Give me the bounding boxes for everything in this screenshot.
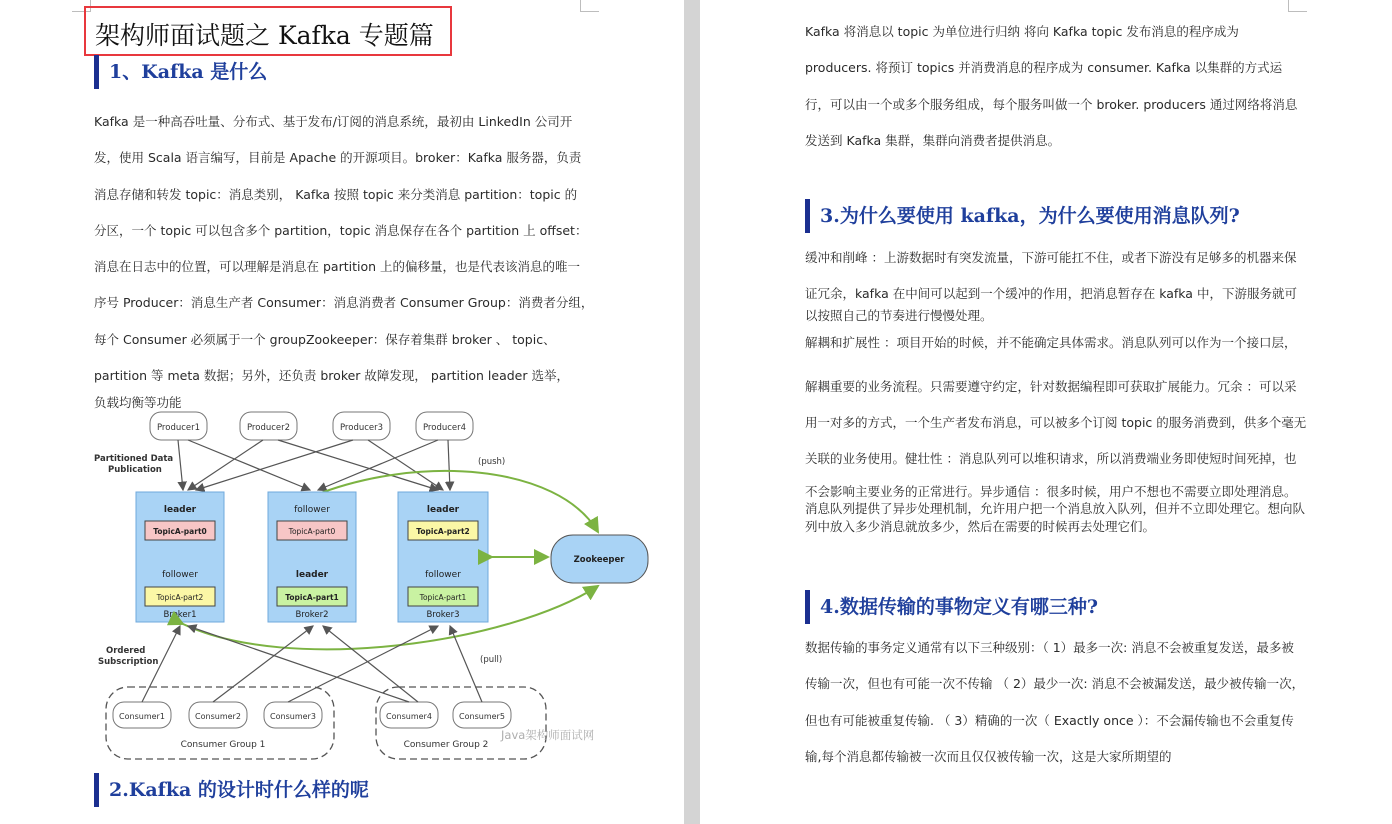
text-line: 列中放入多少消息就放多少，然后在需要的时候再去处理它们。	[805, 519, 1156, 534]
producer-3	[333, 412, 390, 440]
svg-text:follower: follower	[425, 570, 461, 580]
svg-text:Producer4: Producer4	[422, 423, 467, 433]
text-line: 用一对多的方式，一个生产者发布消息，可以被多个订阅 topic 的服务消费到，供多个毫无	[805, 415, 1307, 430]
broker-1	[136, 492, 224, 622]
consumer-5	[453, 702, 511, 728]
broker-2	[268, 492, 356, 622]
svg-text:Broker3: Broker3	[426, 610, 460, 620]
section-heading-4[interactable]: 4.数据传输的事物定义有哪三种?	[805, 590, 1098, 624]
text-line: 输,每个消息都传输被一次而且仅仅被传输一次，这是大家所期望的	[805, 748, 1172, 764]
svg-text:TopicA-part2: TopicA-part2	[416, 527, 470, 536]
svg-text:Consumer2: Consumer2	[195, 712, 241, 721]
svg-text:Producer2: Producer2	[246, 423, 291, 433]
consumer-2	[189, 702, 247, 728]
text-line: 解耦和扩展性 ：项目开始的时候，并不能确定具体需求。消息队列可以作为一个接口层，	[805, 335, 1297, 350]
svg-text:TopicA-part0: TopicA-part0	[153, 527, 207, 536]
ordered-label: Subscription	[98, 657, 159, 667]
svg-text:Broker2: Broker2	[295, 610, 329, 620]
text-line: producers. 将预订 topics 并消费消息的程序成为 consumer. Kafka 以集群的方式运	[805, 60, 1283, 76]
text-line: 分区，一个 topic 可以包含多个 partition，topic 消息保存在各个 partition 上 offset：	[94, 222, 588, 238]
section-heading-2[interactable]: 2.Kafka 的设计时什么样的呢	[94, 773, 369, 807]
text-line: 数据传输的事务定义通常有以下三种级别：（ 1）最多一次: 消息不会被重复发送，最多被	[805, 640, 1294, 655]
consumer-1	[113, 702, 171, 728]
producer-1	[150, 412, 207, 440]
svg-text:TopicA-part2: TopicA-part2	[156, 593, 204, 602]
text-line: 缓冲和削峰 ：上游数据时有突发流量，下游可能扛不住，或者下游没有足够多的机器来保	[805, 250, 1297, 265]
ordered-label: Ordered	[106, 646, 146, 656]
svg-text:Consumer5: Consumer5	[459, 712, 505, 721]
text-line: 消息存储和转发 topic：消息类别， Kafka 按照 topic 来分类消息 partition：topic 的	[94, 186, 578, 202]
text-line: 行，可以由一个或多个服务组成，每个服务叫做一个 broker. producers 通过网络将消息	[805, 96, 1298, 112]
svg-text:leader: leader	[295, 570, 329, 580]
svg-text:Producer3: Producer3	[339, 423, 384, 433]
text-line: 每个 Consumer 必须属于一个 groupZookeeper：保存着集群 broker 、 topic、	[94, 331, 556, 347]
text-line: 序号 Producer：消息生产者 Consumer：消息消费者 Consumer Group：消费者分组，	[94, 295, 594, 311]
consumer-group-2-label: Consumer Group 2	[403, 740, 489, 750]
text-line: 消息在日志中的位置，可以理解是消息在 partition 上的偏移量，也是代表该消息的唯一	[94, 259, 581, 275]
svg-text:Producer1: Producer1	[156, 423, 201, 433]
kafka-architecture-diagram	[88, 404, 658, 764]
consumer-group-1-label: Consumer Group 1	[180, 740, 266, 750]
svg-text:Broker1: Broker1	[163, 610, 197, 620]
section-heading-1[interactable]: 1、Kafka 是什么	[94, 55, 267, 89]
consumer-4	[380, 702, 438, 728]
page-corner-marker	[580, 0, 599, 12]
partitioned-label: Partitioned Data	[94, 454, 174, 464]
partitioned-label: Publication	[108, 465, 162, 475]
watermark: Java架构师面试网	[501, 728, 595, 742]
text-line: 不会影响主要业务的正常进行。异步通信 ：很多时候，用户不想也不需要立即处理消息。	[805, 484, 1297, 499]
page-gap	[684, 0, 700, 824]
consumer-3	[264, 702, 322, 728]
text-line: 关联的业务使用。健壮性 ：消息队列可以堆积请求，所以消费端业务即使短时间死掉，也	[805, 451, 1297, 466]
text-line: Kafka 是一种高吞吐量、分布式、基于发布/订阅的消息系统，最初由 LinkedIn 公司开	[94, 114, 573, 129]
text-line: 但也有可能被重复传输. （ 3）精确的一次（ Exactly once ）：不会漏传输也不会重复传	[805, 712, 1294, 728]
right-page	[700, 0, 1392, 824]
svg-text:TopicA-part1: TopicA-part1	[419, 593, 467, 602]
push-label: (push)	[478, 457, 506, 467]
left-page	[0, 0, 684, 824]
text-line: partition 等 meta 数据；另外，还负责 broker 故障发现， partition leader 选举，	[94, 368, 569, 384]
text-line: 发送到 Kafka 集群，集群向消费者提供消息。	[805, 132, 1061, 148]
text-line: Kafka 将消息以 topic 为单位进行归纳 将向 Kafka topic 发布消息的程序成为	[805, 24, 1239, 39]
text-line: 以按照自己的节奏进行慢慢处理。	[805, 308, 993, 323]
broker-3	[398, 492, 488, 622]
svg-text:Consumer1: Consumer1	[119, 712, 165, 721]
section-4-paragraph[interactable]	[805, 630, 1304, 775]
pull-label: (pull)	[480, 655, 503, 665]
kafka-intro-paragraph[interactable]	[805, 14, 1297, 159]
svg-text:Zookeeper: Zookeeper	[573, 555, 625, 565]
section-3-paragraph[interactable]	[805, 241, 1305, 536]
page-corner-marker	[1288, 0, 1307, 12]
svg-text:follower: follower	[162, 570, 198, 580]
producer-2	[240, 412, 297, 440]
svg-text:TopicA-part1: TopicA-part1	[285, 593, 339, 602]
text-line: 传输一次，但也有可能一次不传输 （ 2）最少一次: 消息不会被漏发送，最少被传输一次，	[805, 676, 1305, 692]
svg-text:Consumer3: Consumer3	[270, 712, 316, 721]
producer-arrows	[178, 440, 450, 490]
text-line: 发，使用 Scala 语言编写，目前是 Apache 的开源项目。broker：Kafka 服务器，负责	[94, 150, 582, 166]
text-line: 负载均衡等功能	[94, 395, 182, 411]
consumer-arrows	[142, 626, 482, 702]
text-line: 解耦重要的业务流程。只需要遵守约定，针对数据编程即可获取扩展能力。冗余 ：可以采	[805, 379, 1297, 394]
text-line: 证冗余，kafka 在中间可以起到一个缓冲的作用，把消息暂存在 kafka 中，下游服务就可	[805, 286, 1297, 301]
section-heading-3[interactable]: 3.为什么要使用 kafka，为什么要使用消息队列?	[805, 199, 1240, 233]
producer-4	[416, 412, 473, 440]
document-title[interactable]: 架构师面试题之 Kafka 专题篇	[84, 6, 452, 56]
svg-text:TopicA-part0: TopicA-part0	[288, 527, 336, 536]
text-line: 消息队列提供了异步处理机制，允许用户把一个消息放入队列，但并不立即处理它。想向队	[805, 501, 1306, 516]
svg-text:leader: leader	[163, 505, 197, 515]
svg-text:leader: leader	[426, 505, 460, 515]
svg-text:Consumer4: Consumer4	[386, 712, 432, 721]
zookeeper-node	[551, 535, 648, 583]
svg-text:follower: follower	[294, 505, 330, 515]
section-1-paragraph[interactable]	[94, 104, 593, 422]
